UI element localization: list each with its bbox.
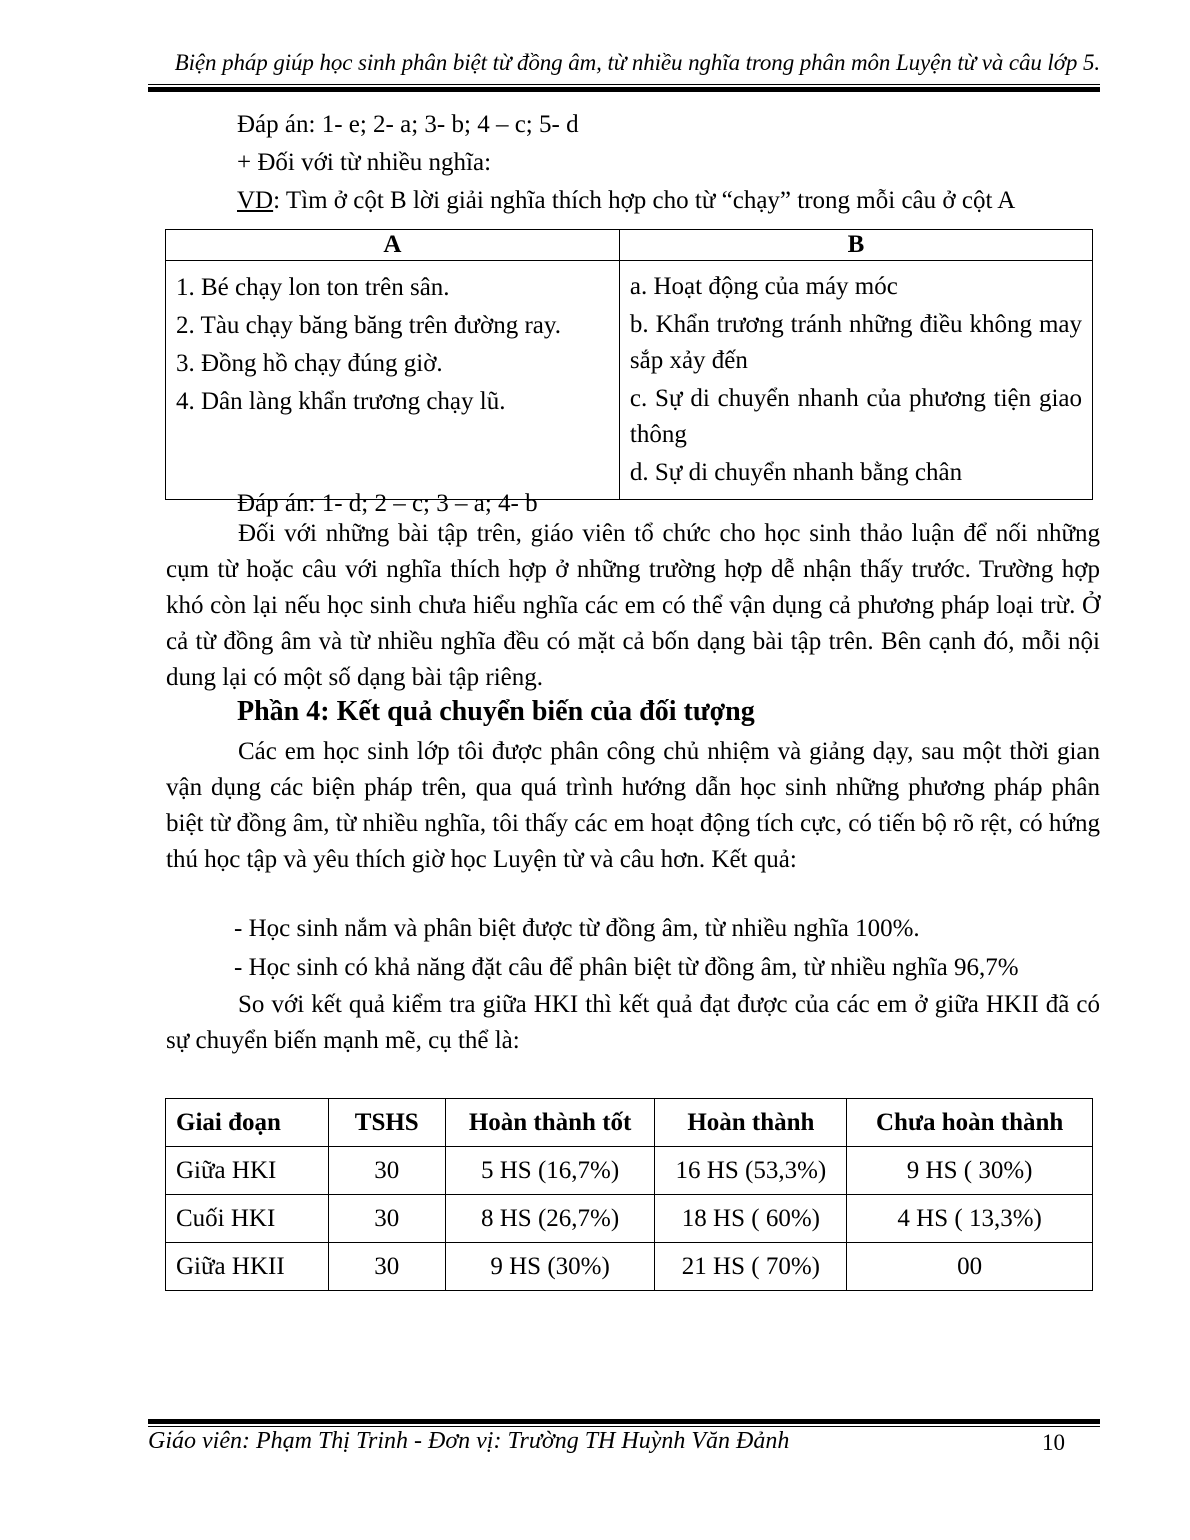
results-header-cell: TSHS xyxy=(328,1099,445,1147)
results-cell: 8 HS (26,7%) xyxy=(445,1195,655,1243)
column-a-header: A xyxy=(166,230,620,261)
results-table-header-row xyxy=(166,1099,1093,1147)
result-bullet: - Học sinh nắm và phân biệt được từ đồng âm, từ nhiều nghĩa 100%. xyxy=(234,915,920,942)
results-cell: 4 HS ( 13,3%) xyxy=(847,1195,1093,1243)
results-cell: Giữa HKII xyxy=(166,1243,329,1291)
results-cell: 16 HS (53,3%) xyxy=(655,1147,847,1195)
column-a-item: 3. Đồng hồ chạy đúng giờ. xyxy=(176,350,443,377)
results-cell: 9 HS ( 30%) xyxy=(847,1147,1093,1195)
results-table-row xyxy=(166,1243,1093,1291)
results-cell: 5 HS (16,7%) xyxy=(445,1147,655,1195)
column-b-header: B xyxy=(619,230,1092,261)
results-header-cell: Chưa hoàn thành xyxy=(847,1099,1093,1147)
document-header-title: Biện pháp giúp học sinh phân biệt từ đồng âm, từ nhiều nghĩa trong phân môn Luyện từ và câu lớp 5. xyxy=(174,50,1100,75)
column-b-cell xyxy=(619,261,1092,500)
results-cell: 30 xyxy=(328,1195,445,1243)
matching-table-header-row xyxy=(166,230,1093,261)
results-table-row xyxy=(166,1147,1093,1195)
results-cell: 30 xyxy=(328,1243,445,1291)
paragraph-results-intro: Các em học sinh lớp tôi được phân công chủ nhiệm và giảng dạy, sau một thời gian vận dụng các biện pháp trên, qua quá trình hướng dẫn học sinh những phương pháp phân biệt từ đồng âm, từ nhiều nghĩa, tôi thấy các em hoạt động tích cực, có tiến bộ rõ rệt, có hứng thú học tập và yêu thích giờ học Luyện từ và câu hơn. Kết quả: xyxy=(166,738,1100,873)
results-table-row xyxy=(166,1195,1093,1243)
example-prefix: VD xyxy=(237,187,274,214)
results-header-cell: Hoàn thành tốt xyxy=(445,1099,655,1147)
results-cell: Giữa HKI xyxy=(166,1147,329,1195)
results-cell: 9 HS (30%) xyxy=(445,1243,655,1291)
polysemy-label: + Đối với từ nhiều nghĩa: xyxy=(237,149,492,176)
footer-rule-thin xyxy=(148,1426,1100,1427)
example-line xyxy=(237,188,1015,213)
section-heading: Phần 4: Kết quả chuyển biến của đối tượng xyxy=(237,696,755,727)
answer-line-1: Đáp án: 1- e; 2- a; 3- b; 4 – c; 5- d xyxy=(237,111,579,138)
paragraph-exercise-discussion: Đối với những bài tập trên, giáo viên tổ chức cho học sinh thảo luận để nối những cụm từ hoặc câu với nghĩa thích hợp ở những trường hợp dễ nhận thấy trước. Trường hợp khó còn lại nếu học sinh chưa hiểu nghĩa các em có thể vận dụng cả phương pháp loại trừ. Ở cả từ đồng âm và từ nhiều nghĩa đều có mặt cả bốn dạng bài tập trên. Bên cạnh đó, mỗi nội dung lại có một số dạng bài tập riêng. xyxy=(166,520,1100,691)
column-b-item: b. Khẩn trương tránh những điều không may sắp xảy đến xyxy=(629,311,1082,374)
column-b-item: a. Hoạt động của máy móc xyxy=(629,273,898,300)
column-b-item: d. Sự di chuyển nhanh bằng chân xyxy=(629,459,963,486)
matching-table-body-row xyxy=(166,261,1093,500)
results-cell: 21 HS ( 70%) xyxy=(655,1243,847,1291)
results-cell: 18 HS ( 60%) xyxy=(655,1195,847,1243)
footer-author: Giáo viên: Phạm Thị Trinh - Đơn vị: Trường TH Huỳnh Văn Đảnh xyxy=(148,1428,790,1454)
results-cell: 30 xyxy=(328,1147,445,1195)
results-cell: 00 xyxy=(847,1243,1093,1291)
page-number: 10 xyxy=(1042,1430,1065,1455)
results-header-cell: Hoàn thành xyxy=(655,1099,847,1147)
paragraph-comparison: So với kết quả kiểm tra giữa HKI thì kết quả đạt được của các em ở giữa HKII đã có sự chuyển biến mạnh mẽ, cụ thể là: xyxy=(166,991,1100,1054)
column-b-item: c. Sự di chuyển nhanh của phương tiện giao thông xyxy=(629,385,1082,448)
header-rule-thin xyxy=(148,84,1100,85)
results-table xyxy=(165,1098,1093,1291)
results-cell: Cuối HKI xyxy=(166,1195,329,1243)
results-header-cell: Giai đoạn xyxy=(166,1099,329,1147)
column-a-item: 4. Dân làng khẩn trương chạy lũ. xyxy=(176,388,506,415)
answer-line-2: Đáp án: 1- d; 2 – c; 3 – a; 4- b xyxy=(237,490,538,517)
column-a-item: 1. Bé chạy lon ton trên sân. xyxy=(176,274,450,301)
header-rule-thick xyxy=(148,87,1100,92)
column-a-cell xyxy=(166,261,620,500)
matching-table xyxy=(165,229,1093,500)
example-text: : Tìm ở cột B lời giải nghĩa thích hợp cho từ “chạy” trong mỗi câu ở cột A xyxy=(273,187,1016,214)
result-bullet: - Học sinh có khả năng đặt câu để phân biệt từ đồng âm, từ nhiều nghĩa 96,7% xyxy=(234,954,1019,981)
column-a-item: 2. Tàu chạy băng băng trên đường ray. xyxy=(176,312,561,339)
footer-rule-thick xyxy=(148,1419,1100,1424)
